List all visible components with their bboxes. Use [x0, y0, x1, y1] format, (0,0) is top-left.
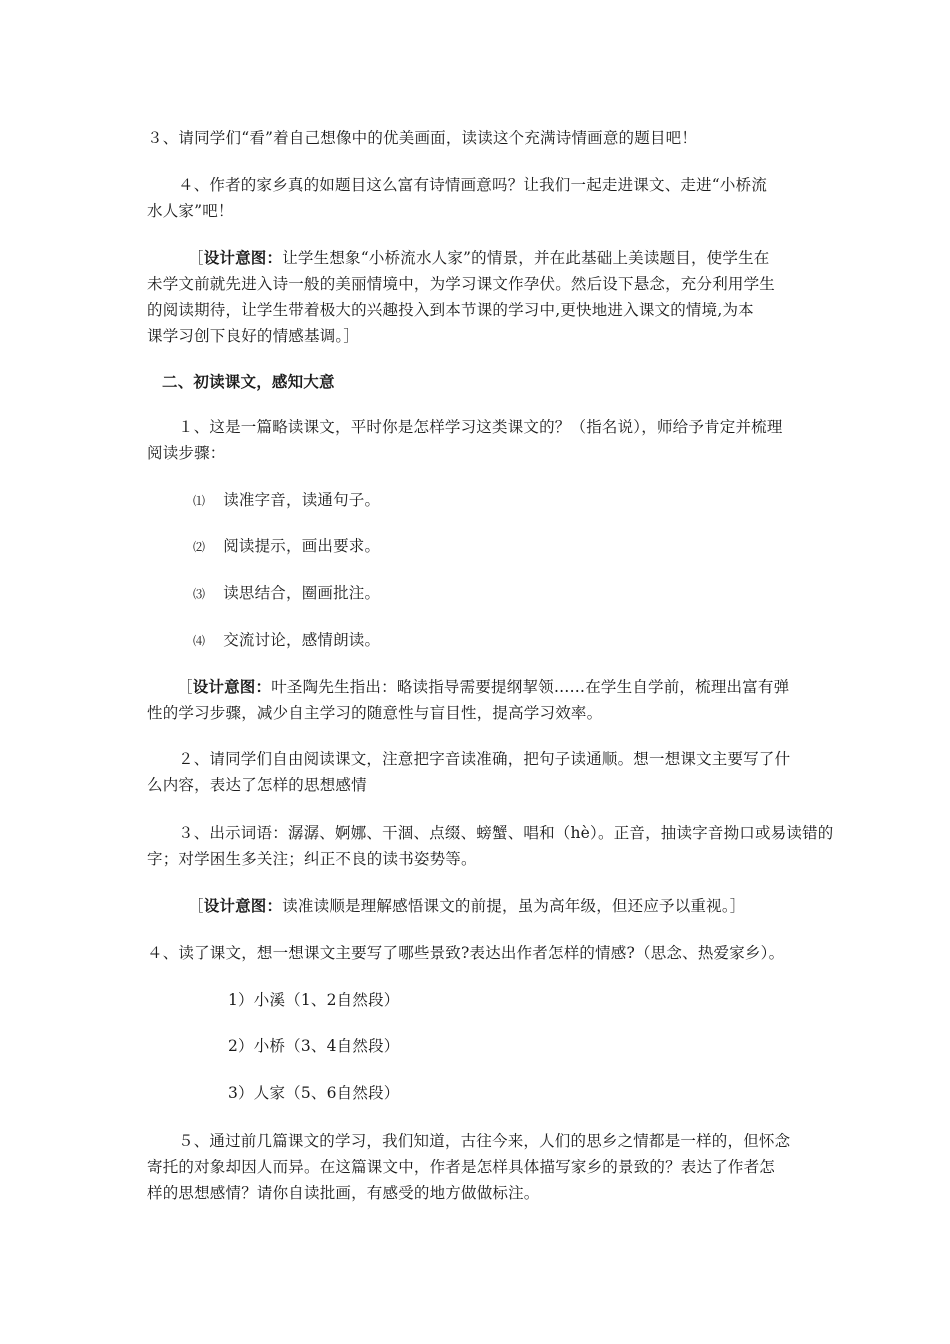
- paragraph-line: ３、出示词语：潺潺、婀娜、干涸、点缀、螃蟹、唱和（hè）。正音，抽读字音拗口或易读错的: [178, 824, 834, 842]
- step-item: [193, 627, 380, 654]
- step-item: [193, 487, 380, 514]
- section-heading: 二、初读课文，感知大意: [162, 372, 335, 391]
- paragraph-line: 阅读步骤：: [147, 444, 226, 462]
- paragraph-line: ５、通过前几篇课文的学习，我们知道，古往今来，人们的思乡之情都是一样的，但怀念: [178, 1132, 791, 1150]
- design-intent-text: 读准读顺是理解感悟课文的前提，虽为高年级，但还应予以重视。］: [282, 897, 746, 915]
- paragraph-line: 么内容，表达了怎样的思想感情: [147, 776, 367, 794]
- step-number: ⑴: [193, 494, 206, 508]
- scene-item: 1）小溪（1、2自然段）: [228, 991, 400, 1009]
- step-number: ⑷: [193, 634, 206, 648]
- design-intent-line: [188, 245, 769, 271]
- paragraph-line: 课学习创下良好的情感基调。］: [147, 327, 360, 345]
- bracket: ［: [188, 249, 204, 267]
- design-intent-text: 叶圣陶先生指出：略读指导需要提纲挈领……在学生自学前，梳理出富有弹: [271, 678, 790, 696]
- design-intent-line: [188, 893, 745, 919]
- step-text: 阅读提示，画出要求。: [223, 537, 381, 555]
- scene-item: 2）小桥（3、4自然段）: [228, 1037, 400, 1055]
- paragraph-line: 的阅读期待，让学生带着极大的兴趣投入到本节课的学习中,更快地进入课文的情境,为本: [147, 301, 754, 319]
- design-intent-label: 设计意图：: [203, 896, 283, 915]
- paragraph-line: 字；对学困生多关注；纠正不良的读书姿势等。: [147, 850, 477, 868]
- design-intent-text: 让学生想象“小桥流水人家”的情景，并在此基础上美读题目，使学生在: [282, 249, 770, 267]
- bracket: ［: [188, 897, 204, 915]
- paragraph-line: １、这是一篇略读课文，平时你是怎样学习这类课文的？（指名说），师给予肯定并梳理: [178, 418, 783, 436]
- paragraph-line: ４、读了课文，想一想课文主要写了哪些景致?表达出作者怎样的情感?（思念、热爱家乡）。: [147, 944, 785, 962]
- design-intent-label: 设计意图：: [192, 677, 272, 696]
- paragraph-line: 水人家”吧！: [147, 202, 234, 220]
- step-item: [193, 580, 380, 607]
- paragraph-line: ３、请同学们“看”着自己想像中的优美画面，读读这个充满诗情画意的题目吧！: [147, 129, 698, 147]
- step-text: 交流讨论，感情朗读。: [223, 631, 381, 649]
- step-item: [193, 533, 380, 560]
- bracket: ［: [177, 678, 193, 696]
- paragraph-line: 寄托的对象却因人而异。在这篇课文中，作者是怎样具体描写家乡的景致的？表达了作者怎: [147, 1158, 776, 1176]
- step-number: ⑵: [193, 540, 206, 554]
- scene-item: 3）人家（5、6自然段）: [228, 1084, 400, 1102]
- step-number: ⑶: [193, 587, 206, 601]
- step-text: 读思结合，圈画批注。: [223, 584, 381, 602]
- paragraph-line: ４、作者的家乡真的如题目这么富有诗情画意吗？让我们一起走进课文、走进“小桥流: [178, 176, 768, 194]
- paragraph-line: ２、请同学们自由阅读课文，注意把字音读准确，把句子读通顺。想一想课文主要写了什: [178, 750, 791, 768]
- paragraph-line: 样的思想感情？请你自读批画，有感受的地方做做标注。: [147, 1184, 540, 1202]
- paragraph-line: 性的学习步骤，减少自主学习的随意性与盲目性，提高学习效率。: [147, 704, 603, 722]
- design-intent-line: [177, 674, 789, 700]
- design-intent-label: 设计意图：: [203, 248, 283, 267]
- paragraph-line: 未学文前就先进入诗一般的美丽情境中，为学习课文作孕伏。然后设下悬念，充分利用学生: [147, 275, 776, 293]
- step-text: 读准字音，读通句子。: [223, 491, 381, 509]
